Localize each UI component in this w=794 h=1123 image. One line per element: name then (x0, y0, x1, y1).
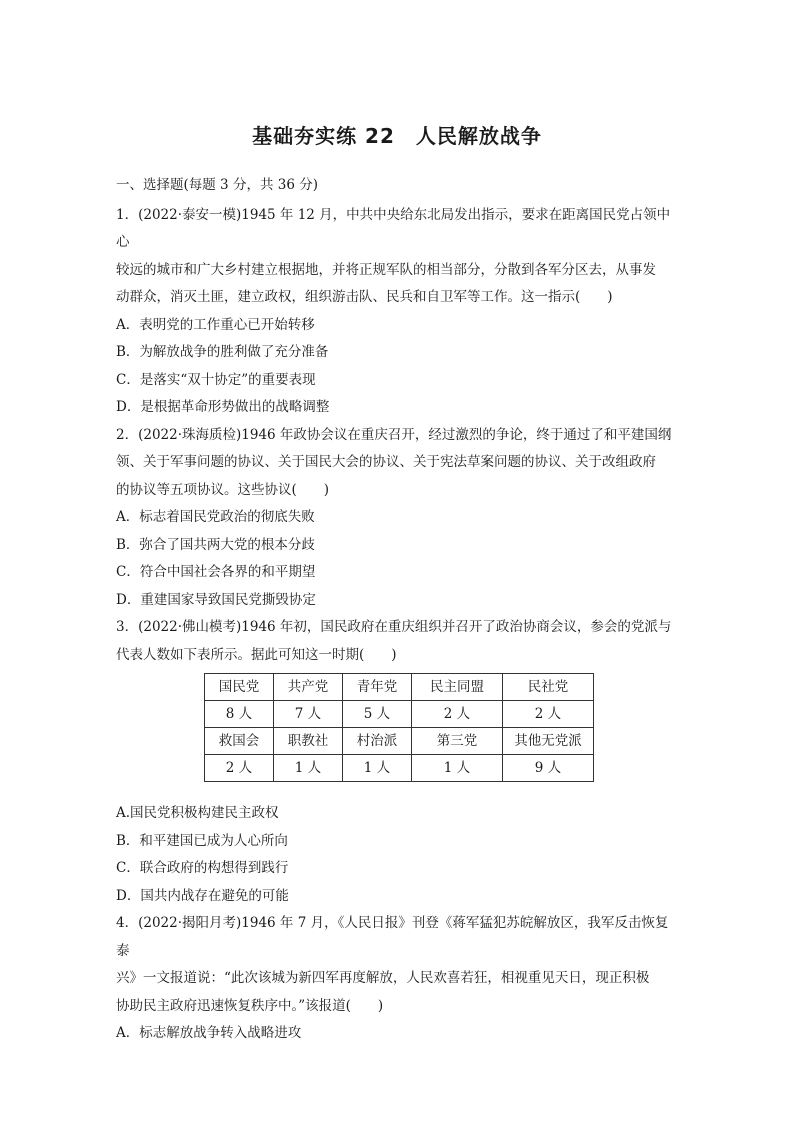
table-cell: 1 人 (343, 755, 412, 782)
question-stem-line: 的协议等五项协议。这些协议( ) (116, 481, 330, 498)
question-stem-line: 动群众，消灭土匪，建立政权，组织游击队、民兵和自卫军等工作。这一指示( ) (116, 289, 613, 305)
option-c: C．是落实“双十协定”的重要表现 (116, 371, 316, 388)
table-cell: 村治派 (343, 728, 412, 755)
option-d: D．是根据革命形势做出的战略调整 (116, 399, 330, 415)
option-a: A．表明党的工作重心已开始转移 (116, 316, 315, 333)
question-3 (116, 614, 680, 910)
question-2 (116, 422, 680, 615)
option-a: A．标志解放战争转入战略进攻 (116, 1025, 302, 1041)
question-stem-line: 领、关于军事问题的协议、关于国民大会的协议、关于宪法草案问题的协议、关于改组政府 (116, 454, 656, 470)
table-cell: 9 人 (503, 755, 594, 782)
table-cell: 第三党 (412, 728, 503, 755)
table-cell: 共产党 (274, 674, 343, 701)
table-cell: 民主同盟 (412, 674, 503, 701)
table-cell: 民社党 (503, 674, 594, 701)
table-cell: 职教社 (274, 728, 343, 755)
table-cell: 1 人 (412, 755, 503, 782)
table-cell: 8 人 (205, 701, 274, 728)
table-cell: 2 人 (412, 701, 503, 728)
table-cell: 国民党 (205, 674, 274, 701)
option-c: C．符合中国社会各界的和平期望 (116, 564, 316, 580)
party-delegates-table (204, 673, 594, 782)
option-a: A．标志着国民党政治的彻底失败 (116, 509, 315, 525)
table-cell: 7 人 (274, 701, 343, 728)
question-stem-line: 较远的城市和广大乡村建立根据地，并将正规军队的相当部分，分散到各军分区去，从事发 (116, 261, 656, 278)
option-a: A.国民党积极构建民主政权 (116, 805, 279, 821)
document-body (116, 172, 680, 1048)
option-b: B．弥合了国共两大党的根本分歧 (116, 536, 315, 553)
table-row (205, 755, 594, 782)
table-cell: 1 人 (274, 755, 343, 782)
table-cell: 2 人 (503, 701, 594, 728)
section-heading: 一、选择题(每题 3 分，共 36 分) (116, 177, 318, 193)
table-cell: 2 人 (205, 755, 274, 782)
table-cell: 青年党 (343, 674, 412, 701)
question-stem-line: 协助民主政府迅速恢复秩序中。”该报道( ) (116, 997, 384, 1014)
question-1 (116, 202, 680, 422)
question-stem-line: 4．(2022·揭阳月考)1946 年 7 月，《人民日报》刊登《蒋军猛犯苏皖解放区，我军反击恢复泰 (116, 915, 669, 959)
question-4 (116, 910, 680, 1048)
table-cell: 5 人 (343, 701, 412, 728)
table-cell: 其他无党派 (503, 728, 594, 755)
option-b: B．和平建国已成为人心所向 (116, 832, 288, 849)
option-b: B．为解放战争的胜利做了充分准备 (116, 344, 329, 360)
table-row (205, 674, 594, 701)
question-stem-line: 2．(2022·珠海质检)1946 年政协会议在重庆召开，经过激烈的争论，终于通过了和平建国纲 (116, 426, 672, 443)
question-stem-line: 3．(2022·佛山模考)1946 年初，国民政府在重庆组织并召开了政治协商会议，参会的党派与 (116, 619, 672, 635)
question-stem-line: 代表人数如下表所示。据此可知这一时期( ) (116, 646, 397, 663)
question-stem-line: 1．(2022·泰安一模)1945 年 12 月，中共中央给东北局发出指示，要求在距离国民党占领中心 (116, 206, 671, 250)
table-row (205, 728, 594, 755)
option-d: D．重建国家导致国民党撕毁协定 (116, 591, 316, 608)
table-cell: 救国会 (205, 728, 274, 755)
option-d: D．国共内战存在避免的可能 (116, 887, 289, 904)
question-stem-line: 兴》一文报道说：“此次该城为新四军再度解放，人民欢喜若狂，相视重见天日，现正积极 (116, 970, 650, 986)
option-c: C．联合政府的构想得到践行 (116, 860, 289, 876)
table-row (205, 701, 594, 728)
page-title: 基础夯实练 22 人民解放战争 (252, 124, 542, 148)
